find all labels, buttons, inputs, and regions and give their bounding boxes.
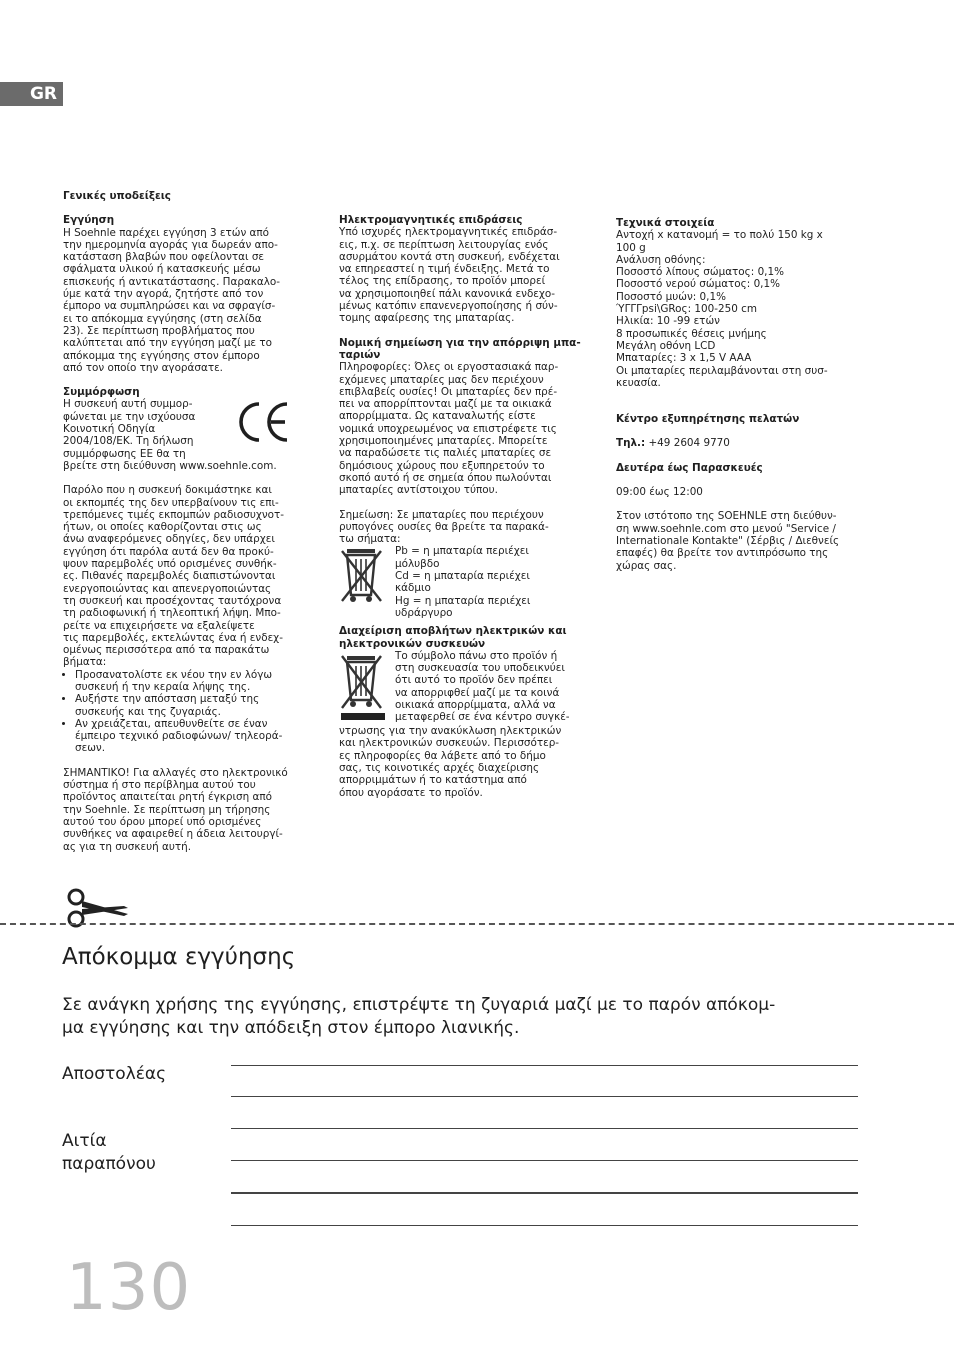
text-line: συμμόρφωσης ΕΕ θα τη [63,447,186,460]
text-line: Ηλικία: 10 -99 ετών [616,315,720,328]
conformity-block [63,386,310,472]
ce-mark-icon [235,400,291,444]
text-line: τρεπόμενες τιμές εκπομπών ραδιοσυχνοτ- [63,508,284,521]
text-line: σεων. [75,742,106,755]
list-item [75,718,310,755]
text-line: 100 g [616,241,646,254]
text-line: δημόσιους χώρους που εξυπηρετούν το [339,459,545,472]
text-line: πει να απορρίπτονται μαζί με τα οικιακά [339,398,552,411]
text-line: εγγύηση ότι παρόλα αυτά δεν θα προκύ- [63,545,274,558]
text-line: ασυρμάτου κοντά στη συσκευή, ενδέχεται [339,250,560,263]
text-line: Πληροφορίες: Όλες οι εργοστασιακά παρ- [339,361,559,374]
emc-text [339,226,586,324]
text-line: οικιακά απορρίμματα, αλλά να [395,698,556,711]
text-line: σύστημα ή στο περίβλημα αυτού του [63,779,256,792]
sender-label: Αποστολέας [62,1064,167,1084]
text-line: να απορριφθεί μαζί με τα κοινά [395,686,560,699]
text-line: έμπειρο τεχνικό ραδιοφώνων/ τηλεορά- [75,730,283,743]
text-line: Σε ανάγκη χρήσης της εγγύησης, επιστρέψτε τη ζυγαριά μαζί με το παρόν απόκομ- [62,995,776,1015]
text-line: μεταφερθεί σε ένα κέντρο συγκέ- [395,711,570,724]
text-line: επιβλαβείς ουσίες! Οι μπαταρίες δεν πρέ- [339,385,558,398]
substance-list [395,545,586,619]
reason-line-1[interactable] [231,1160,858,1161]
phone-line [616,437,861,449]
website-text [616,510,861,571]
text-line: Η Soehnle παρέχει εγγύηση 3 ετών από [63,226,270,239]
text-line: απορριμμάτων ή το κατάστημα από [339,774,527,787]
page-number: 130 [66,1251,192,1325]
text-line: 8 προσωπικές θέσεις μνήμης [616,327,767,340]
text-line: μένως κατόπιν επανενεργοποίησης ή σύν- [339,300,558,313]
text-line: τω σήματα: [339,533,401,546]
text-line: προϊόντος απαιτείται ρητή έγκριση από [63,791,272,804]
text-line: ΎΓΓΓpsi\GRoς: 100-250 cm [616,303,757,316]
coupon-title: Απόκομμα εγγύησης [62,944,296,970]
text-line: καλύπτεται από την εγγύηση μαζί με το [63,337,272,350]
sender-line-2[interactable] [231,1096,858,1097]
text-line: και ηλεκτρονικών συσκευών. Περισσότερ- [339,737,560,750]
phone-number: +49 2604 9770 [645,437,730,450]
text-line: τις παρεμβολές, εκτελώντας ένα ή ενδεχ- [63,631,283,644]
column-technical [616,217,861,572]
text-line: μπαταρίες αντίστοιχου τύπου. [339,484,498,497]
column-disposal [339,214,586,799]
text-line: εχόμενες μπαταρίες μας δεν περιέχουν [339,373,544,386]
text-line: σφάλματα υλικού ή κατασκευής μέσω [63,263,261,276]
text-line: τη συσκευή και προσέχοντας ταυτόχρονα [63,594,282,607]
text-line: ομένως περισσότερα από τα παρακάτω [63,644,270,657]
text-line: απόκομμα της εγγύησης στον έμπορο [63,349,260,362]
language-badge: GR [0,82,63,106]
text-line: ντρωσης για την ανακύκλωση ηλεκτρικών [339,725,562,738]
days-heading: Δευτέρα έως Παρασκευές [616,461,763,474]
text-line: οι εκπομπές της δεν υπερβαίνουν τις επι- [63,496,279,509]
text-line: συνθήκες να αφαιρεθεί η άδεια λειτουργί- [63,828,283,841]
service-heading: Κέντρο εξυπηρέτησης πελατών [616,413,800,426]
text-line: συσκευή ή την κεραία λήψης της. [75,680,251,693]
text-line: Pb = η μπαταρία περιέχει [395,545,529,558]
text-line: υδράργυρο [395,606,453,619]
text-line: Μπαταρίες: 3 x 1,5 V AAA [616,352,752,365]
complaint-reason-label [62,1130,156,1176]
phone-label: Τηλ.: [616,437,646,450]
weee-block [339,650,586,725]
sender-line-3[interactable] [231,1128,858,1129]
text-line: Hg = η μπαταρία περιέχει [395,594,531,607]
weee-heading: ηλεκτρονικών συσκευών [339,637,486,650]
text-line: Internationale Kontakte" (Σέρβις / Διεθνείς [616,534,840,547]
text-line: Μεγάλη οθόνη LCD [616,339,716,352]
text-line: ει το απόκομμα εγγύησης (στη σελίδα [63,312,262,325]
text-line: ότι αυτό το προϊόν δεν πρέπει [395,674,553,687]
crossed-bin-icon [339,545,389,605]
battery-heading: ταριών [339,348,381,361]
weee-heading: Διαχείριση αποβλήτων ηλεκτρικών και [339,625,567,638]
text-line: άνω αναφερόμενες οδηγίες, δεν υπάρχει [63,533,275,546]
text-line: επαφές) θα βρείτε τον αντιπρόσωπο της [616,547,829,560]
text-line: αυτού του όρου μπορεί υπό ορισμένες [63,815,262,828]
text-line: Κοινοτική Οδηγία [63,423,156,436]
text-line: κευασία. [616,376,661,389]
text-line: ενεργοποιώντας και απενεργοποιώντας [63,582,272,595]
text-line: συσκευής και της ζυγαριάς. [75,705,221,718]
battery-symbols [339,545,586,619]
text-line: Υπό ισχυρές ηλεκτρομαγνητικές επιδράσ- [339,226,558,239]
text-line: να παραδώσετε τις παλιές μπαταρίες σε [339,447,552,460]
text-line: την ημερομηνία αγοράς για δωρεάν απο- [63,238,278,251]
text-line: χώρας σας. [616,559,677,572]
cut-line [0,923,954,925]
text-line: μόλυβδο [395,557,440,570]
text-line: την Soehnle. Σε περίπτωση μη τήρησης [63,803,271,816]
text-line: ες. Πιθανές παρεμβολές διαπιστώνονται [63,570,276,583]
conformity-heading: Συμμόρφωση [63,386,140,399]
text-line: Οι μπαταρίες περιλαμβάνονται στη συσ- [616,364,828,377]
text-line: να επηρεαστεί η τιμή ένδειξης. Μετά το [339,263,550,276]
reason-line-2[interactable] [231,1192,858,1194]
coupon-intro [62,994,862,1040]
text-line: Η συσκευή αυτή συμμορ- [63,398,193,411]
text-line: εις, π.χ. σε περίπτωση λειτουργίας ενός [339,238,549,251]
text-line: Ανάλυση οθόνης: [616,253,706,266]
opening-hours: 09:00 έως 12:00 [616,486,703,499]
text-line: Αν χρειάζεται, απευθυνθείτε σε έναν [75,717,268,730]
text-line: μα εγγύησης και την απόδειξη στον έμπορο λιανικής. [62,1018,520,1038]
text-line: τη ραδιοφωνική ή τηλεοπτική λήψη. Μπο- [63,607,281,620]
text-line: Αντοχή x κατανομή = το πολύ 150 kg x [616,229,823,242]
text-line: φώνεται με την ισχύουσα [63,410,196,423]
text-line: Προσανατολίστε εκ νέου την εν λόγω [75,668,273,681]
tech-heading: Τεχνικά στοιχεία [616,217,715,229]
text-line: απορρίμματα. Ως καταναλωτής είστε [339,410,536,423]
text-line: έμπορο να συμπληρώσει και να σφραγίσ- [63,300,276,313]
interference-text [63,484,310,668]
text-line: σας, τις κοινοτικές αρχές διαχείρισης [339,761,540,774]
warranty-text [63,227,310,375]
text-line: ήτων, οι οποίες καθορίζονται στις ως [63,521,262,534]
interference-steps-list [63,669,310,755]
section-title: Γενικές υποδείξεις [63,190,171,202]
warranty-heading: Εγγύηση [63,214,115,227]
text-line: Παρόλο που η συσκευή δοκιμάστηκε και [63,484,272,497]
text-line: Ποσοστό νερού σώματος: 0,1% [616,278,780,291]
text-line: κατάσταση βλαβών που οφείλονται σε [63,251,265,264]
text-line: Σημείωση: Σε μπαταρίες που περιέχουν [339,508,544,521]
emc-heading: Ηλεκτρομαγνητικές επιδράσεις [339,214,523,226]
column-general-notes [63,190,310,853]
scissors-icon [64,888,130,928]
text-line: Cd = η μπαταρία περιέχει [395,570,530,583]
text-line: βρείτε στη διεύθυνση www.soehnle.com. [63,459,277,472]
text-line: ΣΗΜΑΝΤΙΚΟ! Για αλλαγές στο ηλεκτρονικό [63,766,288,779]
text-line: τομης αφαίρεσης της μπαταρίας. [339,312,515,325]
text-line: Ποσοστό μυών: 0,1% [616,290,726,303]
text-line: όπου αγοράσατε το προϊόν. [339,786,483,799]
text-line: σκοπό αυτό ή σε σημεία όπου πωλούνται [339,471,552,484]
note-text [339,509,586,546]
text-line: νομικά υποχρεωμένος να επιστρέφετε τις [339,422,557,435]
text-line: 23). Σε περίπτωση προβλήματος που [63,324,255,337]
text-line: Το σύμβολο πάνω στο προϊόν ή [395,649,558,662]
list-item [75,669,310,694]
text-line: ύμε κατά την αγορά, ζητήστε από τον [63,288,264,301]
tech-specs [616,229,861,389]
text-line: από τον οποίο την αγοράσατε. [63,361,223,374]
battery-heading: Νομική σημείωση για την απόρριψη μπα- [339,336,581,349]
text-line: Αυξήστε την απόσταση μεταξύ της [75,693,260,706]
text-line: Ποσοστό λίπους σώματος: 0,1% [616,266,784,279]
text-line: Στον ιστότοπο της SOEHNLE στη διεύθυν- [616,510,837,523]
text-line: Αιτία [62,1131,107,1151]
sender-line-1[interactable] [231,1065,858,1066]
reason-line-3[interactable] [231,1225,858,1226]
list-item [75,693,310,718]
text-line: ας για τη συσκευή αυτή. [63,840,192,853]
battery-text [339,361,586,496]
text-line: να χρησιμοποιηθεί πάλι κανονικά ενδεχο- [339,287,556,300]
text-line: βήματα: [63,656,107,669]
text-line: 2004/108/ΕΚ. Τη δήλωση [63,435,194,448]
text-line: ση www.soehnle.com στο μενού "Service / [616,522,836,535]
text-line: ρείτε να επιχειρήσετε να εξαλείψετε [63,619,255,632]
important-notice [63,767,310,853]
text-line: στη συσκευασία του υποδεικνύει [395,662,565,675]
text-line: ες πληροφορίες θα λάβετε από το δήμο [339,749,546,762]
text-line: τέλος της επίδρασης, το προϊόν μπορεί [339,275,546,288]
text-line: κάδμιο [395,582,431,595]
text-line: ρυπογόνες ουσίες θα βρείτε τα παρακά- [339,520,549,533]
text-line: ψουν παρεμβολές υπό ορισμένες συνθήκ- [63,558,277,571]
text-line: παραπόνου [62,1154,156,1174]
text-line: χρησιμοποιημένες μπαταρίες. Μπορείτε [339,435,548,448]
weee-text [339,725,586,799]
text-line: επισκευής ή αντικατάστασης. Παρακαλο- [63,275,281,288]
weee-bin-icon [339,650,389,722]
